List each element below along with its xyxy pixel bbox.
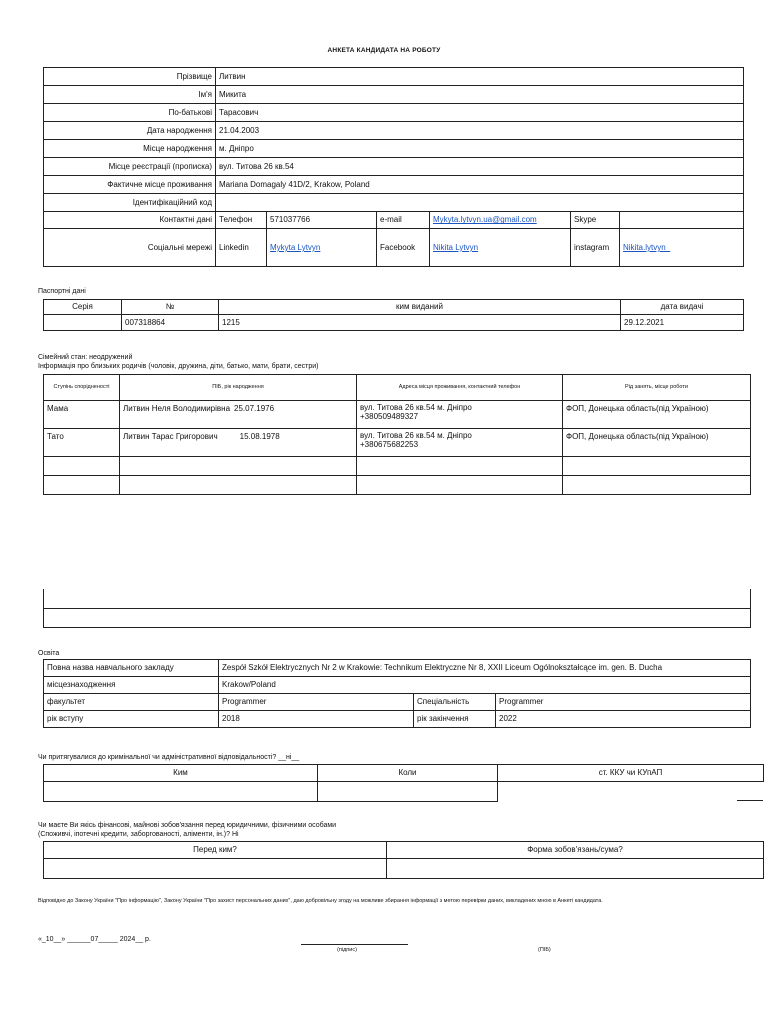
finance-to-whom-cell[interactable]: [44, 859, 387, 879]
finance-form-cell[interactable]: [387, 859, 764, 879]
personal-row: [44, 140, 744, 158]
passport-header-number: №: [122, 300, 219, 315]
family-relation[interactable]: Мама: [44, 401, 120, 429]
family-name-cell[interactable]: [120, 401, 357, 429]
family-name-cell[interactable]: [120, 429, 357, 457]
criminal-who-cell[interactable]: [44, 782, 318, 802]
form-title: АНКЕТА КАНДИДАТА НА РОБОТУ: [327, 47, 441, 54]
phone-label: Телефон: [216, 212, 267, 229]
finance-header-to-whom: Перед ким?: [44, 842, 387, 859]
family-address-cell[interactable]: [357, 401, 563, 429]
personal-value[interactable]: Микита: [216, 86, 744, 104]
criminal-table: [43, 764, 764, 802]
personal-value[interactable]: Литвин: [216, 68, 744, 86]
skype-label: Skype: [571, 212, 620, 229]
passport-header-series: Серія: [44, 300, 122, 315]
family-empty-cell[interactable]: [120, 476, 357, 495]
facebook-label: Facebook: [377, 229, 430, 267]
family-empty-cell[interactable]: [357, 457, 563, 476]
personal-value[interactable]: Тарасович: [216, 104, 744, 122]
passport-table: [43, 299, 744, 331]
criminal-underline: [737, 800, 763, 801]
family-empty-cell[interactable]: [44, 476, 120, 495]
faculty-label: факультет: [44, 694, 219, 711]
contacts-label: Контактні дані: [44, 212, 216, 229]
family-relation[interactable]: Тато: [44, 429, 120, 457]
passport-header-date: дата видачі: [621, 300, 744, 315]
family-address: вул. Титова 26 кв.54 м. Дніпро: [360, 431, 472, 440]
instagram-label: instagram: [571, 229, 620, 267]
location-label: місцезнаходження: [44, 677, 219, 694]
family-work[interactable]: ФОП, Донецька область(під Україною): [563, 429, 751, 457]
family-header-address: Адреса місця проживання, контактний телефон: [357, 375, 563, 401]
family-name: Литвин Тарас Григорович: [123, 432, 218, 441]
education-table: [43, 659, 751, 728]
finance-question-line1: Чи маєте Ви якісь фінансові, майнові зобов'язання перед юридичними, фізичними особами: [38, 822, 337, 829]
linkedin-link[interactable]: Mykyta Lytvyn: [267, 229, 377, 267]
personal-label: Фактичне місце проживання: [44, 176, 216, 194]
criminal-when-cell[interactable]: [318, 782, 498, 802]
family-heading: Інформація про близьких родичів (чоловік, дружина, діти, батько, мати, брати, сестри): [38, 363, 319, 370]
family-phone: +380675682253: [360, 439, 419, 449]
family-table: [43, 374, 751, 495]
family-work[interactable]: ФОП, Донецька область(під Україною): [563, 401, 751, 429]
personal-row: [44, 86, 744, 104]
signature-label: (підпис): [337, 947, 357, 953]
extra-rows-block: [43, 589, 751, 628]
name-label: (ПІБ): [538, 947, 551, 953]
linkedin-label: Linkedin: [216, 229, 267, 267]
family-birth-date: 25.07.1976: [234, 404, 275, 413]
family-row: [44, 401, 751, 429]
faculty-value[interactable]: Programmer: [219, 694, 414, 711]
signature-date[interactable]: «_10__» ______07_____ 2024__ р.: [38, 936, 151, 943]
personal-row: [44, 194, 744, 212]
school-value[interactable]: Zespół Szkół Elektrycznych Nr 2 w Krakowie: Technikum Elektryczne Nr 8, XXII Liceum Ogólnokształcące im. gen. B. Ducha: [219, 660, 751, 677]
criminal-question: Чи притягувалися до кримінальної чи адміністративної відповідальності? __ні__: [38, 754, 300, 761]
criminal-header-article: ст. ККУ чи КУпАП: [498, 765, 764, 782]
start-year-value[interactable]: 2018: [219, 711, 414, 728]
finance-question-line2: (Споживчі, іпотечні кредити, заборгованості, аліменти, ін.)? Ні: [38, 831, 239, 838]
family-row: [44, 429, 751, 457]
end-year-value[interactable]: 2022: [496, 711, 751, 728]
personal-value[interactable]: вул. Титова 26 кв.54: [216, 158, 744, 176]
passport-header-issuer: ким виданий: [219, 300, 621, 315]
skype-value[interactable]: [620, 212, 744, 229]
personal-row: [44, 104, 744, 122]
passport-series[interactable]: [44, 315, 122, 331]
finance-table: [43, 841, 764, 879]
passport-number[interactable]: 007318864: [122, 315, 219, 331]
social-label: Соціальні мережі: [44, 229, 216, 267]
email-link[interactable]: Mykyta.lytvyn.ua@gmail.com: [430, 212, 571, 229]
family-empty-cell[interactable]: [44, 457, 120, 476]
passport-heading: Паспортні дані: [38, 288, 86, 295]
personal-table: [43, 67, 744, 267]
school-label: Повна назва навчального закладу: [44, 660, 219, 677]
family-header-name: ПІБ, рік народження: [120, 375, 357, 401]
criminal-header-who: Ким: [44, 765, 318, 782]
criminal-article-cell[interactable]: [498, 782, 764, 802]
location-value[interactable]: Krakow/Poland: [219, 677, 751, 694]
facebook-link[interactable]: Nikita Lytvyn: [430, 229, 571, 267]
personal-label: Дата народження: [44, 122, 216, 140]
personal-value[interactable]: Mariana Domagaly 41D/2, Krakow, Poland: [216, 176, 744, 194]
personal-label: Місце реєстрації (прописка): [44, 158, 216, 176]
criminal-header-when: Коли: [318, 765, 498, 782]
family-empty-cell[interactable]: [120, 457, 357, 476]
phone-value[interactable]: 571037766: [267, 212, 377, 229]
family-birth-date: 15.08.1978: [239, 432, 280, 441]
extra-row-divider: [44, 608, 750, 609]
consent-text: Відповідно до Закону України "Про інформацію", Закону України "Про захист персональних даних", даю добровільну згоду на можливе збирання інформації з метою перевірки даних, викладених мною в Анкеті кандидата.: [38, 898, 603, 904]
social-row: [44, 229, 744, 267]
family-name: Литвин Неля Володимирівна: [123, 404, 231, 413]
marital-status: Сімейний стан: неодружений: [38, 354, 133, 361]
personal-value[interactable]: [216, 194, 744, 212]
specialty-label: Спеціальність: [414, 694, 496, 711]
personal-row: [44, 68, 744, 86]
contacts-row: [44, 212, 744, 229]
family-empty-cell[interactable]: [357, 476, 563, 495]
passport-issuer[interactable]: 1215: [219, 315, 621, 331]
personal-value[interactable]: 21.04.2003: [216, 122, 744, 140]
finance-header-form: Форма зобов'язань/сума?: [387, 842, 764, 859]
family-address-cell[interactable]: [357, 429, 563, 457]
personal-row: [44, 176, 744, 194]
personal-label: Ім'я: [44, 86, 216, 104]
family-address: вул. Титова 26 кв.54 м. Дніпро: [360, 403, 472, 412]
personal-row: [44, 158, 744, 176]
specialty-value[interactable]: Programmer: [496, 694, 751, 711]
instagram-link[interactable]: Nikita.lytvyn_: [620, 229, 744, 267]
personal-label: Ідентифікаційний код: [44, 194, 216, 212]
family-empty-cell[interactable]: [563, 476, 751, 495]
signature-line: [301, 944, 408, 945]
personal-label: Прізвище: [44, 68, 216, 86]
email-label: e-mail: [377, 212, 430, 229]
personal-label: По-батькові: [44, 104, 216, 122]
end-year-label: рік закінчення: [414, 711, 496, 728]
family-phone: +380509489327: [360, 411, 419, 421]
personal-row: [44, 122, 744, 140]
personal-value[interactable]: м. Дніпро: [216, 140, 744, 158]
personal-label: Місце народження: [44, 140, 216, 158]
start-year-label: рік вступу: [44, 711, 219, 728]
family-header-relation: Ступінь спорідненості: [44, 375, 120, 401]
family-header-work: Рід занять, місце роботи: [563, 375, 751, 401]
passport-date[interactable]: 29.12.2021: [621, 315, 744, 331]
family-empty-cell[interactable]: [563, 457, 751, 476]
education-heading: Освіта: [38, 650, 60, 657]
